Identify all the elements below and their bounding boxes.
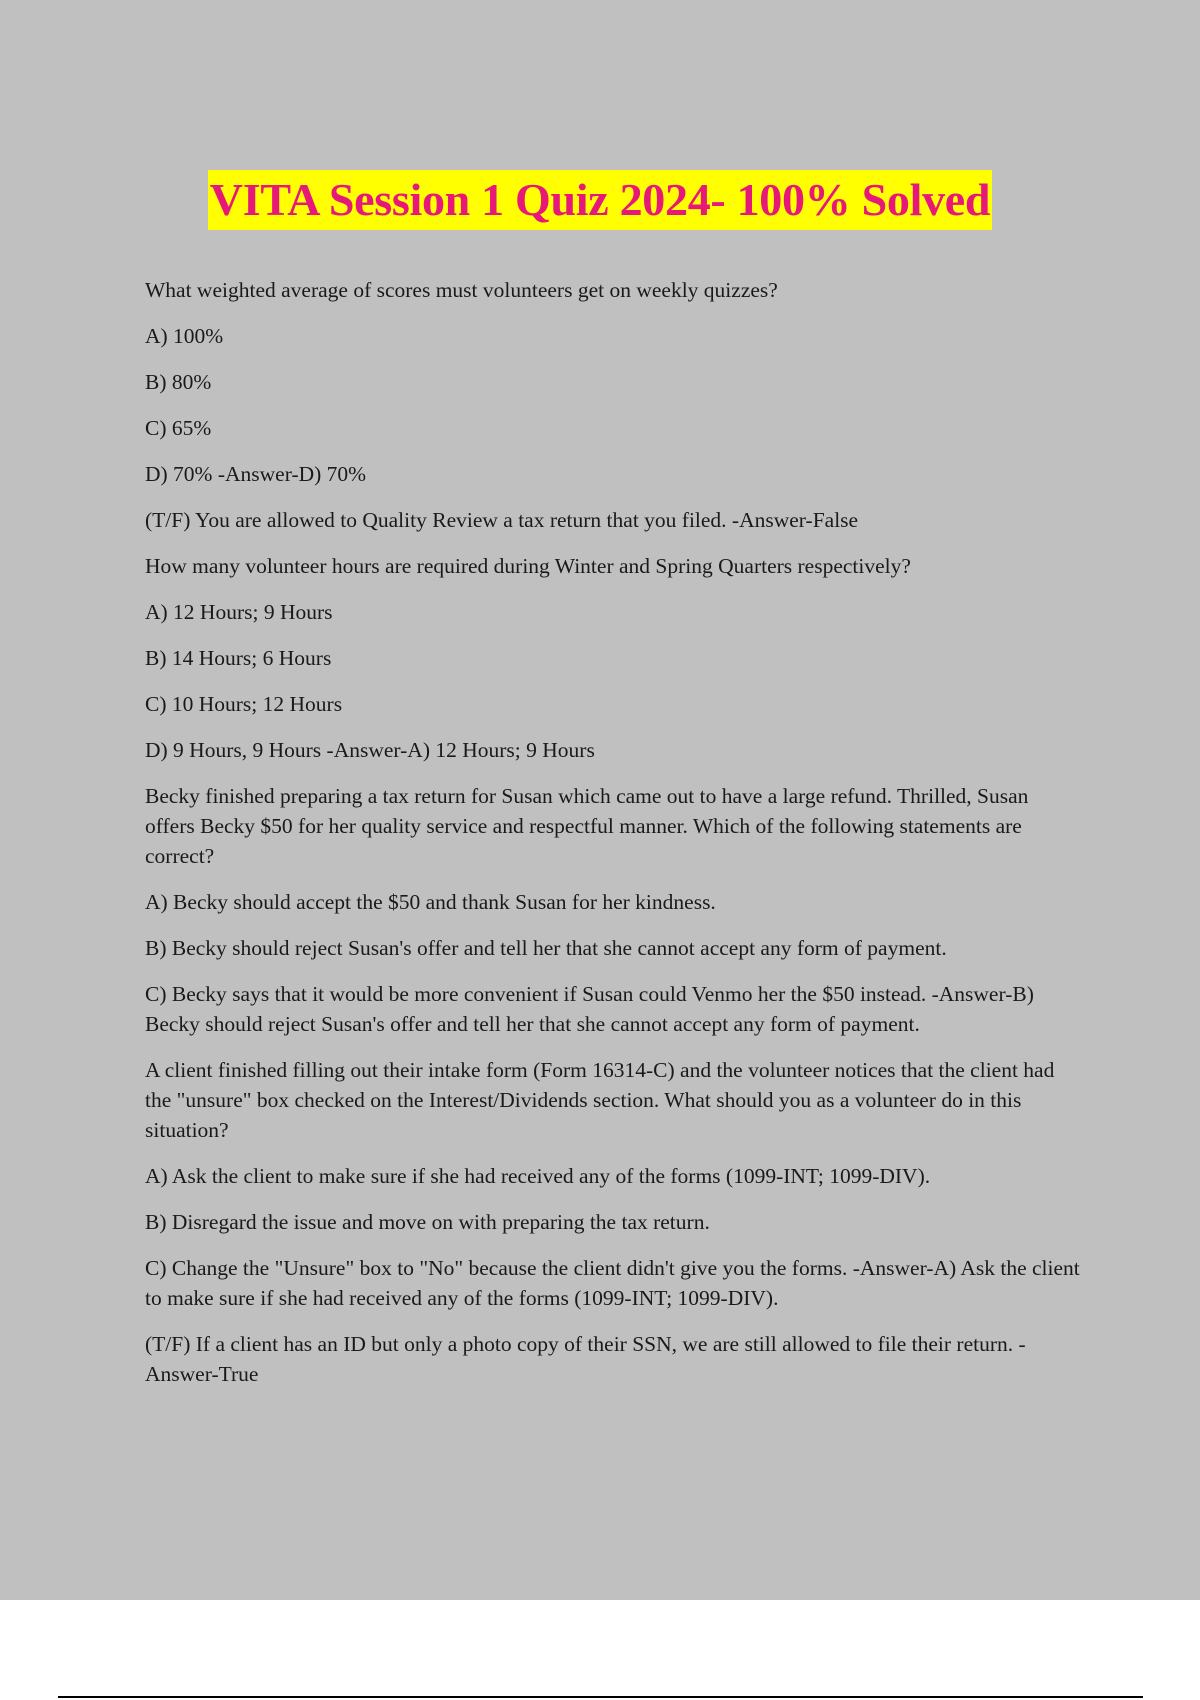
question-6-answer: (T/F) If a client has an ID but only a photo copy of their SSN, we are still allowed to file their return. -Answer-True: [145, 1332, 1026, 1386]
question-4-option-a: A) Becky should accept the $50 and thank Susan for her kindness.: [145, 890, 716, 914]
question-1-option-a: A) 100%: [145, 324, 224, 348]
question-3-option-c: C) 10 Hours; 12 Hours: [145, 692, 343, 716]
question-1: What weighted average of scores must volunteers get on weekly quizzes?: [145, 278, 778, 302]
question-4-option-c-answer: C) Becky says that it would be more convenient if Susan could Venmo her the $50 instead. -Answer-B) Becky should reject Susan's offer and tell her that she cannot accept any form of payment.: [145, 982, 1034, 1036]
question-3: How many volunteer hours are required during Winter and Spring Quarters respectively?: [145, 554, 911, 578]
question-5: A client finished filling out their intake form (Form 16314-C) and the volunteer notices that the client had the "unsure" box checked on the Interest/Dividends section. What should you as a volunteer do in this situation?: [145, 1058, 1055, 1142]
question-5-option-a: A) Ask the client to make sure if she had received any of the forms (1099-INT; 1099-DIV).: [145, 1164, 931, 1188]
question-4-option-b: B) Becky should reject Susan's offer and tell her that she cannot accept any form of payment.: [145, 936, 947, 960]
question-1-option-d-answer: D) 70% -Answer-D) 70%: [145, 462, 367, 486]
question-3-option-d-answer: D) 9 Hours, 9 Hours -Answer-A) 12 Hours; 9 Hours: [145, 738, 595, 762]
question-2-answer: (T/F) You are allowed to Quality Review a tax return that you filed. -Answer-False: [145, 508, 859, 532]
question-1-option-b: B) 80%: [145, 370, 212, 394]
question-5-option-b: B) Disregard the issue and move on with preparing the tax return.: [145, 1210, 710, 1234]
question-4: Becky finished preparing a tax return for Susan which came out to have a large refund. Thrilled, Susan offers Becky $50 for her quality service and respectful manner. Which of the following statements are correct?: [145, 784, 1029, 868]
question-3-option-a: A) 12 Hours; 9 Hours: [145, 600, 333, 624]
quiz-content: [145, 275, 1080, 1405]
document-title: VITA Session 1 Quiz 2024- 100% Solved: [208, 170, 992, 230]
footer-divider: [58, 1696, 1143, 1698]
title-container: [0, 170, 1200, 230]
question-5-option-c-answer: C) Change the "Unsure" box to "No" because the client didn't give you the forms. -Answer-A) Ask the client to make sure if she had received any of the forms (1099-INT; 1099-DIV).: [145, 1256, 1080, 1310]
question-3-option-b: B) 14 Hours; 6 Hours: [145, 646, 332, 670]
question-1-option-c: C) 65%: [145, 416, 212, 440]
